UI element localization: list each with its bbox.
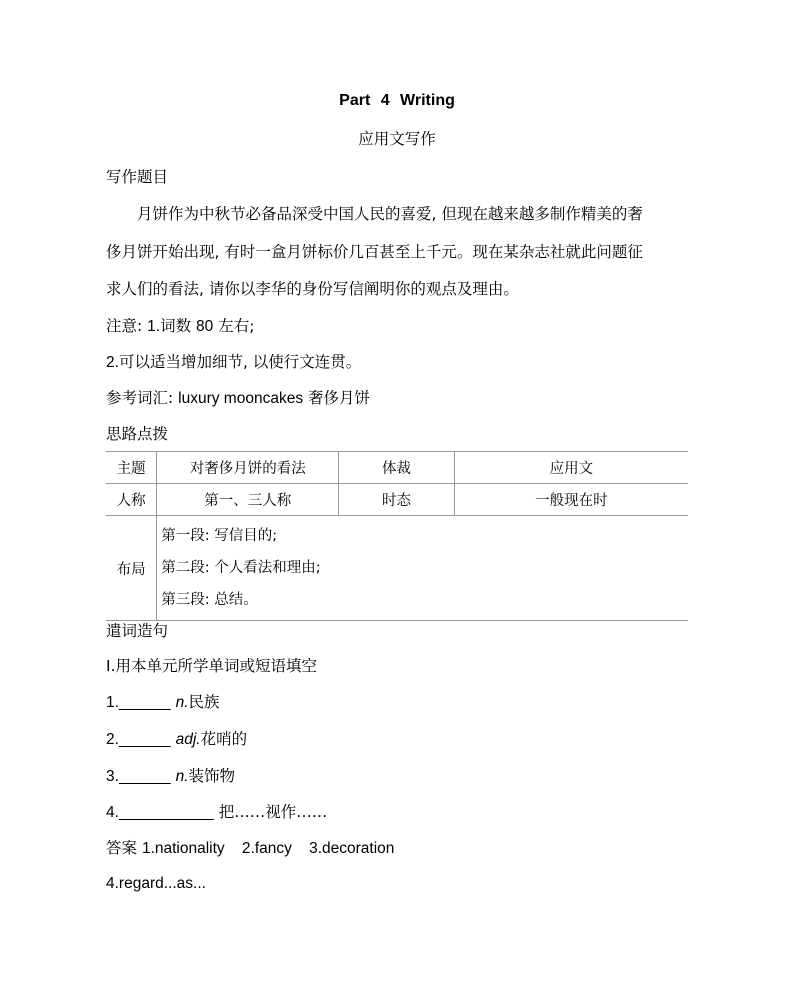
item-meaning: 把……视作…… [213, 803, 328, 821]
item-number: 2. [106, 731, 119, 748]
page-subtitle: 应用文写作 [358, 130, 436, 148]
item-meaning: 花哨的 [200, 730, 248, 748]
prompt-line-3: 求人们的看法, 请你以李华的身份写信阐明你的观点及理由。 [106, 280, 519, 298]
note1-number: 1. [147, 318, 161, 335]
vocab-english: luxury mooncakes [178, 390, 304, 407]
answer-line-2: 4.regard...as... [106, 875, 206, 892]
note-line-1 [106, 316, 254, 337]
layout-item: 第二段: 个人看法和理由; [161, 560, 321, 576]
vocab-chinese: 奢侈月饼 [303, 389, 371, 407]
exercise-section-title: Ⅰ.用本单元所学单词或短语填空 [106, 657, 317, 675]
page-title: Part 4 Writing [339, 92, 455, 109]
exercise-item [106, 729, 247, 750]
note1-word-count: 80 [196, 318, 214, 335]
table-cell: 体裁 [339, 452, 455, 484]
layout-item: 第一段: 写信目的; [161, 528, 278, 544]
table-row [106, 484, 688, 516]
table-cell: 时态 [339, 484, 455, 516]
exercise-heading: 遣词造句 [106, 622, 169, 640]
exercise-item [106, 766, 235, 787]
note-line-2 [106, 352, 361, 373]
item-blank: ______ [118, 731, 171, 748]
item-number: 1. [106, 694, 119, 711]
item-pos: n. [175, 768, 189, 785]
table-cell: 主题 [106, 452, 157, 484]
table-cell: 一般现在时 [454, 484, 688, 516]
vocab-line [106, 388, 370, 409]
note1-text-a: 词数 [160, 317, 197, 335]
table-cell: 对奢侈月饼的看法 [157, 452, 339, 484]
item-pos: n. [175, 694, 189, 711]
table-cell: 应用文 [454, 452, 688, 484]
item-blank: ______ [118, 768, 171, 785]
item-pos: adj. [175, 731, 201, 748]
table-cell-layout-label: 布局 [106, 516, 157, 621]
table-row [106, 452, 688, 484]
item-meaning: 民族 [188, 693, 220, 711]
layout-item: 第三段: 总结。 [161, 592, 258, 608]
item-meaning: 装饰物 [188, 767, 236, 785]
table-cell-layout-content [157, 516, 688, 621]
item-blank: ______ [118, 694, 171, 711]
guide-table [106, 451, 688, 621]
guide-heading: 思路点拨 [106, 425, 169, 443]
note2-number: 2. [106, 354, 119, 371]
exercise-item [106, 802, 327, 823]
prompt-line-1: 月饼作为中秋节必备品深受中国人民的喜爱, 但现在越来越多制作精美的奢 [137, 205, 643, 223]
answer-label: 答案 [106, 839, 138, 857]
table-cell: 第一、三人称 [157, 484, 339, 516]
exercise-item [106, 692, 220, 713]
task-heading: 写作题目 [106, 168, 169, 186]
note-prefix: 注意: [106, 317, 148, 335]
answer-line-1 [106, 838, 394, 859]
table-row [106, 516, 688, 621]
vocab-prefix: 参考词汇: [106, 389, 179, 407]
item-number: 3. [106, 768, 119, 785]
note2-text: 可以适当增加细节, 以使行文连贯。 [118, 353, 362, 371]
item-number: 4. [106, 804, 119, 821]
prompt-line-2: 侈月饼开始出现, 有时一盒月饼标价几百甚至上千元。现在某杂志社就此问题征 [106, 243, 643, 261]
item-blank: ___________ [118, 804, 214, 821]
table-cell: 人称 [106, 484, 157, 516]
answer-values: 1.nationality 2.fancy 3.decoration [141, 840, 395, 857]
note1-text-b: 左右; [213, 317, 255, 335]
